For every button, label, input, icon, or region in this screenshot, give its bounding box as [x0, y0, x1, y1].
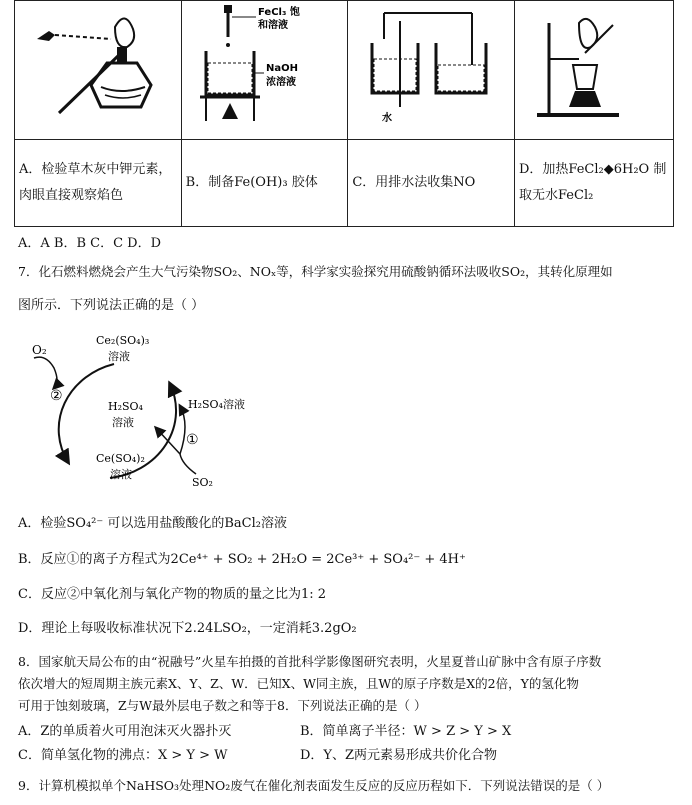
option-a-line1: A．检验草木灰中钾元素， [19, 162, 172, 177]
q7-option-c: C．反应②中氧化剂与氧化产物的物质的量之比为1: 2 [18, 587, 327, 602]
q7-stem-1: 7．化石燃料燃烧会产生大气污染物SO₂、NOₓ等，科学家实验探究用硫酸钠循环法吸收SO₂，其转化原理如 [18, 264, 613, 279]
naoh-label: NaOH [265, 63, 298, 74]
h2so4-label: H₂SO₄ [108, 400, 143, 413]
cell-img-d [515, 1, 674, 140]
q8-option-b: B．简单离子半径：W > Z > Y > X [300, 724, 512, 739]
option-a-cell [15, 140, 182, 227]
q7-option-b: B．反应①的离子方程式为2Ce⁴⁺ + SO₂ + 2H₂O = 2Ce³⁺ + SO₄²⁻ + 4H⁺ [18, 552, 466, 567]
o2-label: O₂ [32, 343, 47, 357]
option-c-line1: C．用排水法收集NO [352, 175, 476, 190]
ceso42-sol-label: 溶液 [110, 468, 132, 481]
q8-stem-2: 依次增大的短周期主族元素X、Y、Z、W．已知X、W同主族，且W的原子序数是X的2倍，Y的氢化物 [18, 676, 579, 691]
colloid-setup-illustration [186, 3, 336, 133]
step2-label: ② [50, 388, 63, 404]
fecl3-label: FeCl₃ 饱 [257, 7, 300, 18]
cell-img-c [348, 1, 515, 140]
h2so4-out-arrow [180, 406, 185, 454]
option-b-cell [181, 140, 348, 227]
heating-setup-illustration [519, 3, 669, 133]
flame-test-illustration [19, 3, 169, 133]
q8-stem-1: 8．国家航天局公布的由“祝融号”火星车拍摄的首批科学影像图研究表明，火星夏普山矿脉中含有原子序数 [18, 654, 602, 669]
h2so4-sol-label: 溶液 [112, 416, 134, 429]
q7-stem-2: 图所示．下列说法正确的是（ ） [18, 298, 205, 313]
ceso42-label: Ce(SO₄)₂ [96, 452, 145, 465]
h2so4-in-arrow [156, 428, 180, 454]
q8-stem-3: 可用于蚀刻玻璃，Z与W最外层电子数之和等于8．下列说法正确的是（ ） [18, 698, 427, 713]
water-collection-illustration [352, 3, 502, 133]
step1-label: ① [186, 432, 199, 448]
h2so4-out-label: H₂SO₄溶液 [188, 398, 245, 411]
cycle-arrow-left [59, 364, 114, 462]
cell-img-b [181, 1, 348, 140]
cell-img-a [15, 1, 182, 140]
q8-option-a: A．Z的单质着火可用泡沫灭火器扑灭 [18, 724, 232, 739]
q7-option-d: D．理论上每吸收标准状况下2.24LSO₂，一定消耗3.2gO₂ [18, 621, 357, 636]
q8-option-c: C．简单氢化物的沸点：X > Y > W [18, 748, 228, 763]
q9-stem-1: 9．计算机模拟单个NaHSO₃处理NO₂废气在催化剂表面发生反应的反应历程如下．下列说法错误的是（ ） [18, 778, 610, 793]
option-c-cell [348, 140, 515, 227]
q7-cycle-diagram [20, 328, 320, 498]
ce2so43-label: Ce₂(SO₄)₃ [96, 334, 150, 347]
fecl3-label-2: 和溶液 [257, 20, 288, 31]
water-label: 水 [382, 113, 393, 124]
option-d-line1: D．加热FeCl₂◆6H₂O 制 [519, 162, 667, 177]
naoh-label-2: 浓溶液 [265, 77, 296, 88]
option-d-cell [515, 140, 674, 227]
option-b-line1: B．制备Fe(OH)₃ 胶体 [185, 175, 318, 190]
option-d-line2: 取无水FeCl₂ [519, 188, 594, 203]
so2-arrow [180, 454, 196, 474]
so2-label: SO₂ [192, 476, 213, 489]
experiment-table [14, 0, 674, 227]
q8-option-d: D．Y、Z两元素易形成共价化合物 [300, 748, 498, 763]
q7-option-a: A．检验SO₄²⁻ 可以选用盐酸酸化的BaCl₂溶液 [18, 516, 287, 531]
ce2so43-sol-label: 溶液 [108, 350, 130, 363]
option-a-line2: 肉眼直接观察焰色 [19, 188, 124, 203]
q6-answers: A．A B．B C．C D．D [18, 236, 162, 251]
o2-arrow [34, 357, 57, 388]
